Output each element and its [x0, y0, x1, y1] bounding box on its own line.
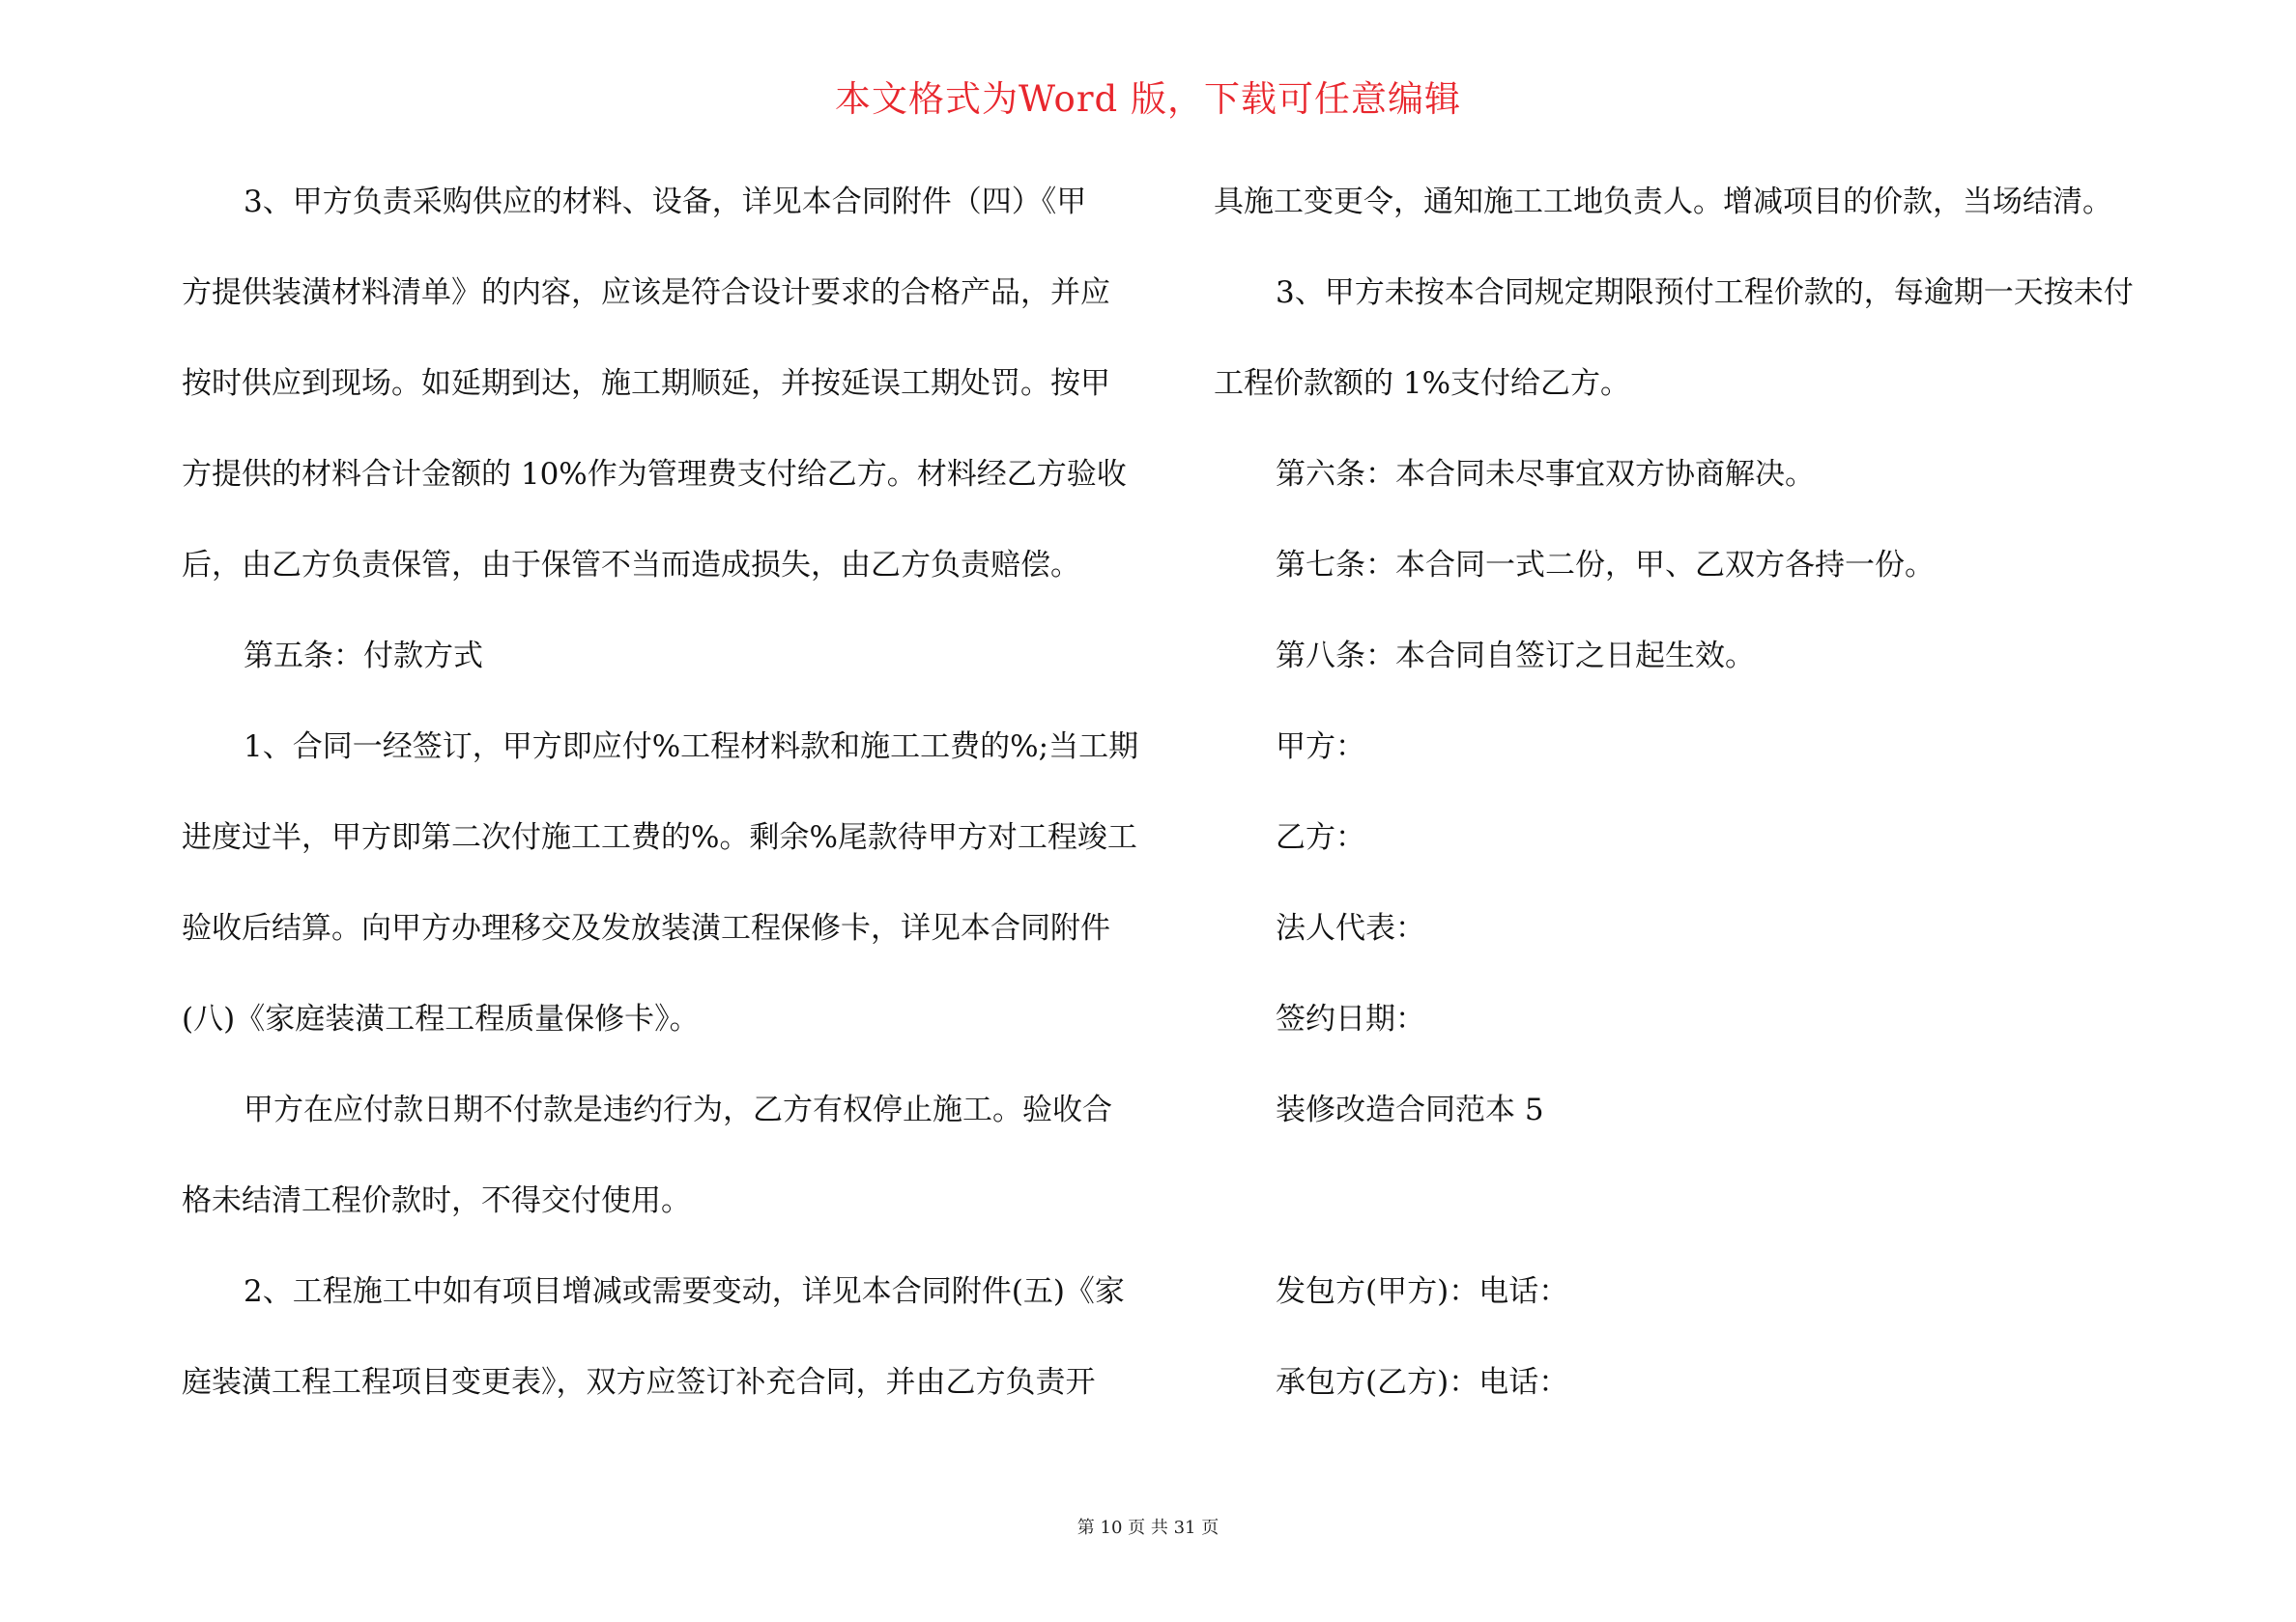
clause-seven: 第七条：本合同一式二份，甲、乙双方各持一份。 — [1276, 548, 1935, 583]
party-a-signature-label: 甲方： — [1276, 729, 1365, 764]
paragraph-line: 1、合同一经签订，甲方即应付%工程材料款和施工工费的%;当工期 — [244, 729, 1139, 764]
paragraph-line: 3、甲方负责采购供应的材料、设备，详见本合同附件（四）《甲 — [244, 185, 1087, 219]
format-notice-banner: 本文格式为Word 版，下载可任意编辑 — [835, 78, 1461, 120]
paragraph-line: 甲方在应付款日期不付款是违约行为，乙方有权停止施工。验收合 — [244, 1093, 1112, 1127]
paragraph-line: (八)《家庭装潢工程工程质量保修卡》。 — [182, 1002, 700, 1037]
paragraph-line: 验收后结算。向甲方办理移交及发放装潢工程保修卡，详见本合同附件 — [182, 911, 1110, 946]
paragraph-line: 进度过半，甲方即第二次付施工工费的%。剩余%尾款待甲方对工程竣工 — [182, 820, 1137, 855]
clause-eight: 第八条：本合同自签订之日起生效。 — [1276, 639, 1755, 673]
next-contract-title: 装修改造合同范本 5 — [1276, 1093, 1544, 1127]
section-heading: 第五条：付款方式 — [244, 639, 483, 673]
right-text-column — [1214, 157, 2153, 1428]
clause-six: 第六条：本合同未尽事宜双方协商解决。 — [1276, 457, 1815, 492]
signing-date-label: 签约日期： — [1276, 1002, 1425, 1037]
paragraph-line: 后，由乙方负责保管，由于保管不当而造成损失，由乙方负责赔偿。 — [182, 548, 1080, 583]
employer-phone-label: 发包方(甲方)：电话： — [1276, 1274, 1569, 1309]
left-text-column — [182, 157, 1139, 1428]
legal-representative-label: 法人代表： — [1276, 911, 1425, 946]
paragraph-line: 方提供装潢材料清单》的内容，应该是符合设计要求的合格产品，并应 — [182, 275, 1110, 310]
paragraph-line: 按时供应到现场。如延期到达，施工期顺延，并按延误工期处罚。按甲 — [182, 366, 1110, 401]
paragraph-line: 2、工程施工中如有项目增减或需要变动，详见本合同附件(五)《家 — [244, 1274, 1125, 1309]
blank-line — [1214, 1155, 2153, 1246]
paragraph-line: 庭装潢工程工程项目变更表》，双方应签订补充合同，并由乙方负责开 — [182, 1365, 1096, 1400]
paragraph-line: 3、甲方未按本合同规定期限预付工程价款的，每逾期一天按未付 — [1276, 275, 2134, 310]
paragraph-line: 方提供的材料合计金额的 10%作为管理费支付给乙方。材料经乙方验收 — [182, 457, 1127, 492]
page-number-footer: 第 10 页 共 31 页 — [1076, 1518, 1220, 1538]
paragraph-line: 格未结清工程价款时，不得交付使用。 — [182, 1183, 691, 1218]
contractor-phone-label: 承包方(乙方)：电话： — [1276, 1365, 1569, 1400]
paragraph-line: 具施工变更令，通知施工工地负责人。增减项目的价款，当场结清。 — [1214, 185, 2112, 219]
paragraph-line: 工程价款额的 1%支付给乙方。 — [1214, 366, 1631, 401]
party-b-signature-label: 乙方： — [1276, 820, 1365, 855]
